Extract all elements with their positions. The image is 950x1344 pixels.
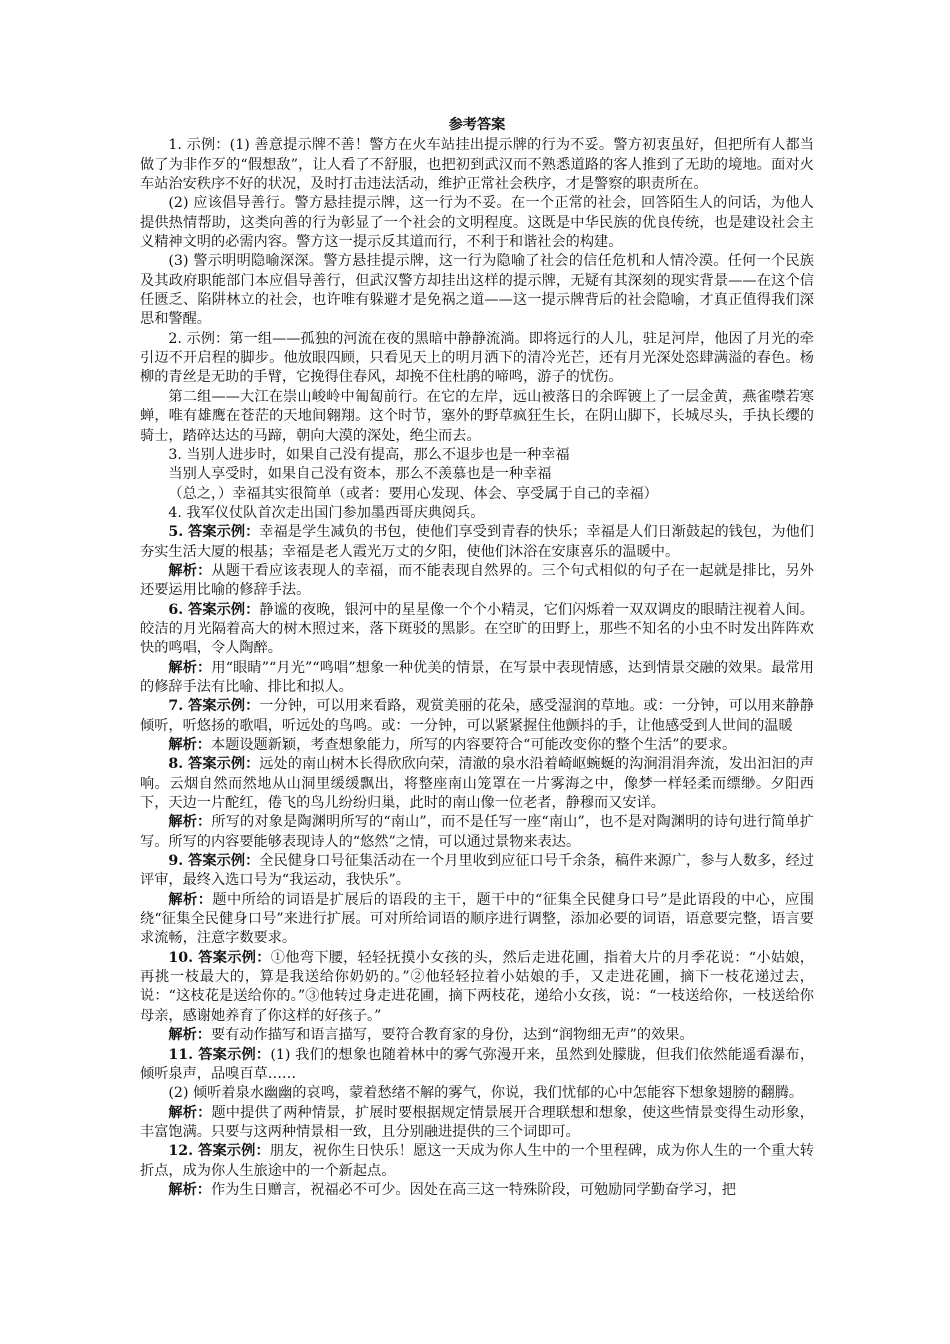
answer-text: (2) 应该倡导善行。警方悬挂提示牌，这一行为不妥。在一个正常的社会，回答陌生人的问话，为他人提供热情帮助，这类向善的行为彰显了一个社会的文明程度。这既是中华民族的优良传统，也是建设社会主义精神文明的必需内容。警方这一提示反其道而行，不利于和谐社会的构建。 — [140, 195, 814, 251]
answer-text: (1) 我们的想象也随着林中的雾气弥漫开来，虽然到处朦胧，但我们依然能遥看瀑布，倾听泉声，品嗅百草…… — [140, 1046, 815, 1082]
answer-text: 远处的南山树木长得欣欣向荣，清澈的泉水沿着崎岖蜿蜒的沟涧涓涓奔流，发出汩汩的声响。云烟自然而然地从山洞里缓缓飘出，将整座南山笼罩在一片雾海之中，像梦一样轻柔而缥缈。夕阳西下，天边一片酡红，倦飞的鸟儿纷纷归巢，此时的南山像一位老者，静穆而又安详。 — [140, 756, 814, 812]
answer-text: 要有动作描写和语言描写，要符合教育家的身份，达到“润物细无声”的效果。 — [210, 1027, 694, 1044]
answer-paragraph — [140, 194, 814, 252]
answer-text: 一分钟，可以用来看路，观赏美丽的花朵，感受湿润的草地。或：一分钟，可以用来静静倾听，听悠扬的歌唱，听远处的鸟鸣。或：一分钟，可以紧紧握住他颤抖的手，让他感受到人世间的温暖 — [140, 698, 814, 734]
answer-text: (2) 倾听着泉水幽幽的哀鸣，蒙着愁绪不解的雾气，你说，我们忧郁的心中怎能容下想象翅膀的翻腾。 — [168, 1085, 804, 1102]
answer-text: 题中提供了两种情景，扩展时要根据规定情景展开合理联想和想象，使这些情景变得生动形象，丰富饱满。只要与这两种情景相一致，且分别融进提供的三个词即可。 — [140, 1104, 814, 1140]
answer-paragraph — [140, 1142, 814, 1181]
answer-text: 题中所给的词语是扩展后的语段的主干，题干中的“征集全民健身口号”是此语段的中心，应围绕“征集全民健身口号”来进行扩展。可对所给词语的顺序进行调整，添加必要的词语，语意要完整，语言要求流畅，注意字数要求。 — [140, 891, 814, 947]
answer-paragraph — [140, 891, 814, 949]
answer-label: 9. 答案示例： — [168, 853, 260, 870]
answer-text: 静谧的夜晚，银河中的星星像一个个小精灵，它们闪烁着一双双调皮的眼睛注视着人间。皎洁的月光隔着高大的树木照过来，落下斑驳的黑影。在空旷的田野上，那些不知名的小虫不时发出阵阵欢快的鸣唱，令人陶醉。 — [140, 601, 814, 657]
answer-label: 解析： — [168, 891, 213, 908]
answer-paragraph — [140, 136, 814, 194]
answer-document — [140, 116, 814, 1200]
answer-label: 11. 答案示例： — [168, 1046, 271, 1063]
answer-label: 解析： — [168, 737, 211, 753]
answer-label: 解析： — [168, 562, 212, 579]
answer-text: 朋友，祝你生日快乐！愿这一天成为你人生中的一个里程碑，成为你人生的一个重大转折点，成为你人生旅途中的一个新起点。 — [140, 1143, 814, 1179]
answer-paragraph — [140, 949, 814, 1026]
answer-paragraph — [140, 446, 814, 465]
answer-text: 全民健身口号征集活动在一个月里收到应征口号千余条，稿件来源广，参与人数多，经过评审，最终入选口号为“我运动，我快乐”。 — [140, 853, 814, 889]
answer-paragraph — [140, 1181, 814, 1200]
answer-text: 从题干看应该表现人的幸福，而不能表现自然界的。三个句式相似的句子在一起就是排比，另外还要运用比喻的修辞手法。 — [140, 562, 814, 599]
answer-paragraph — [140, 1104, 814, 1143]
answer-text: 当别人享受时，如果自己没有资本，那么不羡慕也是一种幸福 — [168, 466, 552, 483]
answer-text: 作为生日赠言，祝福必不可少。因处在高三这一特殊阶段，可勉励同学勤奋学习，把 — [210, 1181, 736, 1198]
answer-label: 10. 答案示例： — [168, 949, 271, 966]
answer-text: 2. 示例：第一组——孤独的河流在夜的黑暗中静静流淌。即将远行的人儿，驻足河岸，他因了月光的牵引迈不开启程的脚步。他放眼四顾，只看见天上的明月洒下的清冷光芒，还有月光深处恣肆满溢的春色。杨柳的青丝是无助的手臂，它挽得住春风，却挽不住杜鹃的啼鸣，游子的忧伤。 — [140, 330, 814, 386]
answer-text: 本题设题新颖，考查想象能力，所写的内容要符合“可能改变你的整个生活”的要求。 — [210, 737, 737, 753]
answer-label: 解析： — [168, 659, 212, 676]
answer-paragraph — [140, 562, 814, 601]
answer-paragraph — [140, 388, 814, 446]
answer-text: 用“眼睛”“月光”“鸣唱”想象一种优美的情景，在写景中表现情感，达到情景交融的效果。最常用的修辞手法有比喻、排比和拟人。 — [140, 659, 814, 695]
answer-paragraph — [140, 601, 814, 659]
answer-label: 5. 答案示例： — [168, 524, 260, 541]
answer-paragraph — [140, 504, 814, 523]
answer-paragraph — [140, 523, 814, 562]
answer-paragraph — [140, 755, 814, 813]
answer-paragraph — [140, 252, 814, 329]
answer-label: 8. 答案示例： — [168, 756, 260, 773]
answer-label: 解析： — [168, 1027, 211, 1044]
answer-paragraph — [140, 330, 814, 388]
answer-paragraph — [140, 813, 814, 852]
answer-text: 3. 当别人进步时，如果自己没有提高，那么不退步也是一种幸福 — [168, 446, 570, 463]
answer-text: 第二组——大江在崇山峻岭中匍匐前行。在它的左岸，远山被落日的余晖镀上了一层金黄，燕雀噤若寒蝉，唯有雄鹰在苍茫的天地间翱翔。这个时节，塞外的野草疯狂生长，在阴山脚下，长城尽头，手执长缨的骑士，踏碎达达的马蹄，朝向大漠的深处，绝尘而去。 — [140, 388, 814, 444]
answer-label: 6. 答案示例： — [168, 601, 260, 618]
answer-text: (3) 警示明明隐喻深深。警方悬挂提示牌，这一行为隐喻了社会的信任危机和人情冷漠。任何一个民族及其政府职能部门本应倡导善行，但武汉警方却挂出这样的提示牌，无疑有其深刻的现实背景——在这个信任匮乏、陷阱林立的社会，也许唯有躲避才是免祸之道——这一提示牌背后的社会隐喻，才真正值得我们深思和警醒。 — [140, 253, 814, 328]
answer-paragraph — [140, 736, 814, 755]
answer-label: 解析： — [168, 1104, 212, 1121]
answer-paragraph — [140, 465, 814, 484]
answer-text: 所写的对象是陶渊明所写的“南山”，而不是任写一座“南山”，也不是对陶渊明的诗句进行简单扩写。所写的内容要能够表现诗人的“悠然”之情，可以通过景物来表达。 — [140, 814, 814, 850]
answer-label: 解析： — [168, 814, 212, 831]
answer-label: 12. 答案示例： — [168, 1143, 270, 1160]
answer-paragraph — [140, 852, 814, 891]
answer-paragraph — [140, 1046, 814, 1085]
answer-text: 幸福是学生减负的书包，使他们享受到青春的快乐；幸福是人们日渐鼓起的钱包，为他们夯实生活大厦的根基；幸福是老人霞光万丈的夕阳，使他们沐浴在安康喜乐的温暖中。 — [140, 524, 814, 560]
answer-text: ①他弯下腰，轻轻抚摸小女孩的头，然后走进花圃，指着大片的月季花说：“小姑娘，再挑一枝最大的，算是我送给你奶奶的。”②他轻轻拉着小姑娘的手，又走进花圃，摘下一枝花递过去，说：“这枝花是送给你的。”③他转过身走进花圃，摘下两枝花，递给小女孩，说：“一枝送给你，一枝送给你母亲，感谢她养育了你这样的好孩子。” — [140, 949, 814, 1024]
answer-paragraph — [140, 485, 814, 504]
answer-body — [140, 136, 814, 1200]
answer-text: 4. 我军仪仗队首次走出国门参加墨西哥庆典阅兵。 — [168, 504, 485, 521]
answer-paragraph — [140, 1026, 814, 1045]
answer-label: 7. 答案示例： — [168, 698, 260, 715]
answer-paragraph — [140, 659, 814, 698]
answer-text: （总之，）幸福其实很简单（或者：要用心发现、体会、享受属于自己的幸福） — [168, 485, 658, 502]
answer-label: 解析： — [168, 1181, 211, 1198]
answer-paragraph — [140, 697, 814, 736]
answer-text: 1. 示例：(1) 善意提示牌不善！警方在火车站挂出提示牌的行为不妥。警方初衷虽好，但把所有人都当做了为非作歹的“假想敌”，让人看了不舒服，也把初到武汉而不熟悉道路的客人推到了无助的境地。面对火车站治安秩序不好的状况，及时打击违法活动，维护正常社会秩序，才是警察的职责所在。 — [140, 137, 814, 193]
answer-paragraph — [140, 1084, 814, 1103]
page-title: 参考答案 — [448, 117, 506, 133]
